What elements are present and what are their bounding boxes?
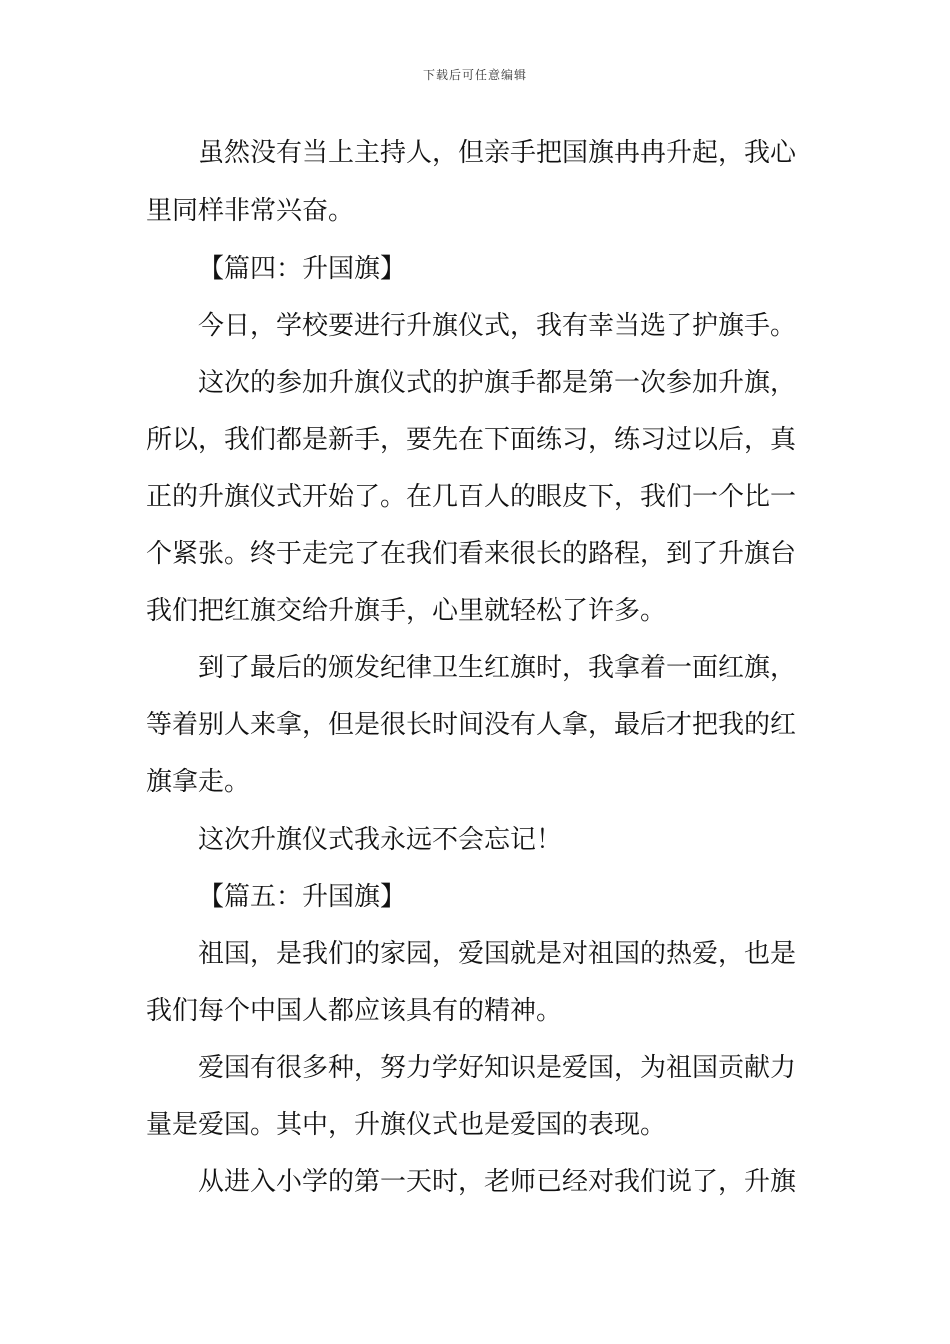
paragraph-line: 祖国，是我们的家园，爱国就是对祖国的热爱，也是 — [198, 939, 797, 969]
paragraph-line: 里同样非常兴奋。 — [146, 196, 355, 226]
paragraph-line: 所以，我们都是新手，要先在下面练习，练习过以后，真 — [146, 425, 797, 455]
paragraph-line: 虽然没有当上主持人，但亲手把国旗冉冉升起，我心 — [198, 138, 797, 168]
section-heading: 【篇四：升国旗】 — [198, 254, 407, 284]
paragraph-line: 爱国有很多种，努力学好知识是爱国，为祖国贡献力 — [198, 1053, 797, 1083]
paragraph-line: 我们把红旗交给升旗手，心里就轻松了许多。 — [146, 596, 667, 626]
paragraph-line: 这次的参加升旗仪式的护旗手都是第一次参加升旗， — [198, 368, 797, 398]
paragraph-line: 量是爱国。其中，升旗仪式也是爱国的表现。 — [146, 1110, 667, 1140]
paragraph-line: 正的升旗仪式开始了。在几百人的眼皮下，我们一个比一 — [146, 482, 797, 512]
paragraph-line: 个紧张。终于走完了在我们看来很长的路程，到了升旗台 — [146, 539, 797, 569]
paragraph-line: 从进入小学的第一天时，老师已经对我们说了，升旗 — [198, 1167, 797, 1197]
page-header: 下载后可任意编辑 — [422, 68, 527, 82]
section-heading: 【篇五：升国旗】 — [198, 882, 407, 912]
paragraph-line: 旗拿走。 — [146, 767, 251, 797]
paragraph-line: 这次升旗仪式我永远不会忘记！ — [198, 825, 563, 855]
paragraph-line: 我们每个中国人都应该具有的精神。 — [146, 996, 563, 1026]
paragraph-line: 今日，学校要进行升旗仪式，我有幸当选了护旗手。 — [198, 311, 797, 341]
paragraph-line: 等着别人来拿，但是很长时间没有人拿，最后才把我的红 — [146, 710, 797, 740]
paragraph-line: 到了最后的颁发纪律卫生红旗时，我拿着一面红旗， — [198, 653, 797, 683]
